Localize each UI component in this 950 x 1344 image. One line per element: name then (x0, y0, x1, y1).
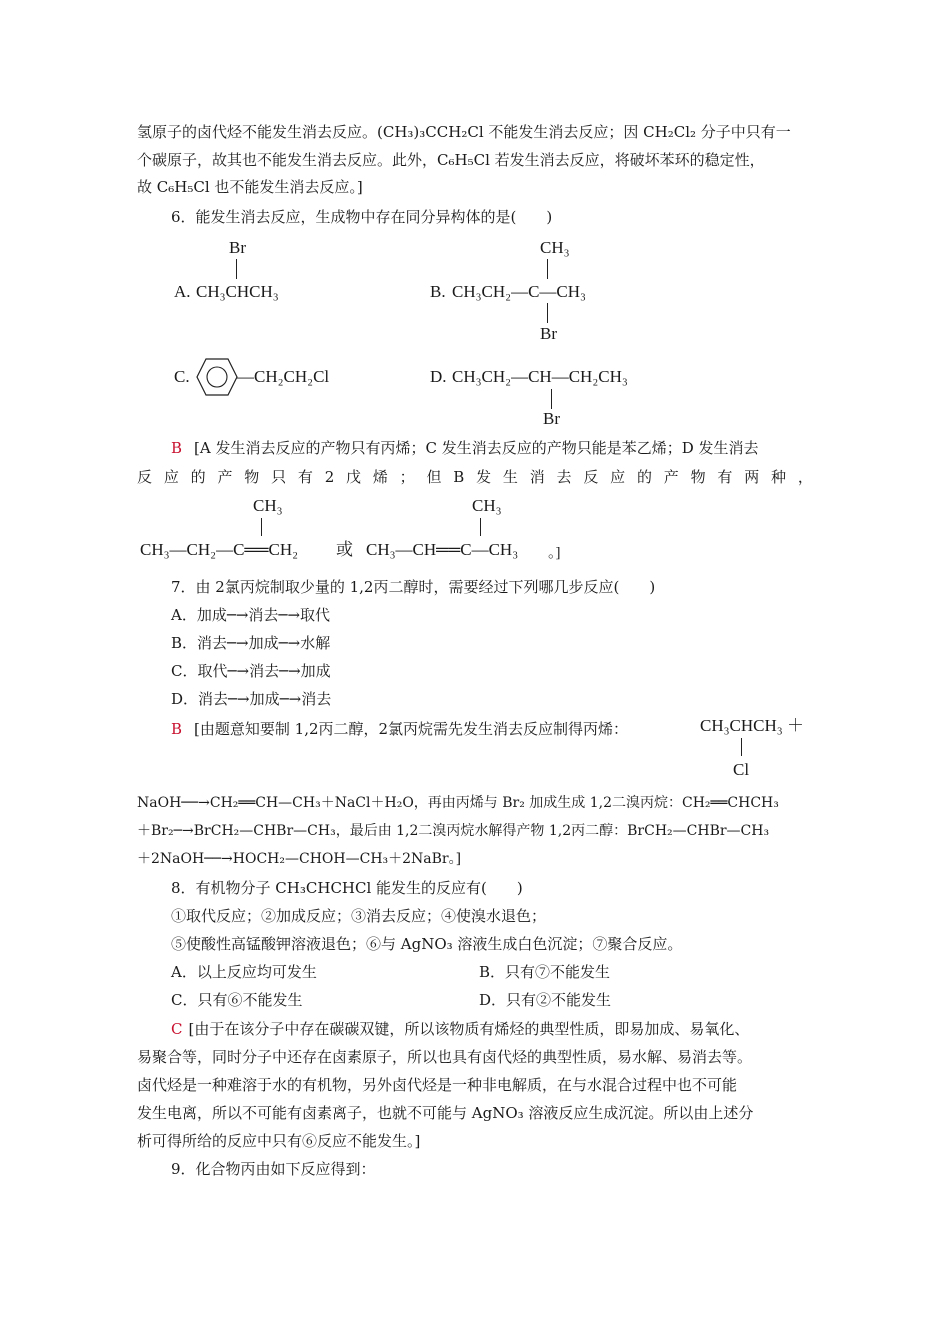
q6-d-bond-bottom (551, 389, 552, 409)
q7-exp-3: ＋Br₂─→BrCH₂—CHBr—CH₃，最后由 1,2二溴丙烷水解得产物 1,2丙二醇：BrCH₂—CHBr—CH₃ (137, 823, 770, 839)
q9-stem: 9．化合物丙由如下反应得到： (171, 1160, 376, 1178)
q6-a-label: A. (174, 282, 191, 301)
q7-stem: 7．由 2氯丙烷制取少量的 1,2丙二醇时，需要经过下列哪几步反应( ) (171, 578, 656, 596)
q6-prod1-bond (261, 518, 262, 536)
q8-exp-5: 析可得所给的反应中只有⑥反应不能发生。] (137, 1132, 421, 1150)
intro-line-1: 氢原子的卤代烃不能发生消去反应。(CH₃)₃CCH₂Cl 不能发生消去反应；因 CH₂Cl₂ 分子中只有一 (137, 123, 791, 141)
q6-end: 。] (548, 545, 561, 561)
q6-exp-2-char: 物 (244, 468, 260, 486)
q8-exp-3: 卤代烃是一种难溶于水的有机物，另外卤代烃是一种非电解质，在与水混合过程中也不可能 (137, 1076, 738, 1094)
q7-answer: B (171, 720, 183, 738)
q8-items-2: ⑤使酸性高锰酸钾溶液退色；⑥与 AgNO₃ 溶液生成白色沉淀；⑦聚合反应。 (171, 935, 683, 953)
q8-option-a: A．以上反应均可发生 (171, 963, 317, 981)
q8-exp-2: 易聚合等，同时分子中还存在卤素原子，所以也具有卤代烃的典型性质，易水解、易消去等。 (137, 1048, 753, 1066)
q8-option-c: C．只有⑥不能发生 (171, 991, 303, 1009)
q8-option-d: D．只有②不能发生 (479, 991, 612, 1009)
q8-answer: C (171, 1020, 183, 1038)
q6-prod1-top: CH₃ (253, 496, 283, 515)
intro-line-3: 故 C₆H₅Cl 也不能发生消去反应。] (137, 178, 363, 196)
q8-option-b: B．只有⑦不能发生 (479, 963, 611, 981)
q6-exp-2-char: 戊 (346, 468, 362, 486)
q6-a-formula: CH₃CHCH₃ (196, 282, 279, 301)
q7-option-a: A．加成─→消去─→取代 (171, 606, 331, 624)
q6-exp-2-char: 产 (663, 468, 679, 486)
q6-a-br: Br (229, 238, 246, 257)
q6-b-bond-bottom (547, 303, 548, 323)
q7-option-d: D．消去─→加成─→消去 (171, 690, 332, 708)
q6-prod1: CH₃—CH₂—C══CH₂ (140, 540, 299, 559)
q7-explanation-line-1 (171, 718, 628, 740)
q8-explanation-line-1 (171, 1018, 749, 1040)
q7-formula-bond (741, 738, 742, 756)
q6-exp-1: [A 发生消去反应的产物只有丙烯；C 发生消去反应的产物只能是苯乙烯；D 发生消去 (194, 439, 759, 457)
q6-or: 或 (336, 540, 353, 559)
q6-d-formula: CH₃CH₂—CH—CH₂CH₃ (452, 367, 628, 386)
q6-a-bond (236, 259, 237, 279)
q7-exp-2: NaOH──→CH₂══CH—CH₃＋NaCl＋H₂O，再由丙烯与 Br₂ 加成生成 1,2二溴丙烷：CH₂══CHCH₃ (137, 795, 779, 811)
q6-exp-2-char: 的 (636, 468, 652, 486)
benzene-ring-icon (195, 357, 239, 397)
q6-b-formula: CH₃CH₂—C—CH₃ (452, 282, 586, 301)
q6-stem: 6．能发生消去反应，生成物中存在同分异构体的是( ) (171, 208, 553, 226)
q6-b-bond-top (547, 259, 548, 279)
q6-exp-2-char: 只 (271, 468, 287, 486)
q6-exp-2-char: ； (399, 468, 415, 486)
q6-explanation-line-2 (137, 466, 813, 488)
q6-exp-2-char: 两 (744, 468, 760, 486)
q8-exp-4: 发生电离，所以不可能有卤素离子，也就不可能与 AgNO₃ 溶液反应生成沉淀。所以由上述分 (137, 1104, 754, 1122)
q7-formula: CH₃CHCH₃ ＋ (700, 716, 804, 735)
q6-c-label: C. (174, 367, 190, 386)
q6-exp-2-char: 有 (297, 468, 313, 486)
q6-exp-2-char: 反 (137, 468, 153, 486)
q7-option-c: C．取代─→消去─→加成 (171, 662, 331, 680)
q6-exp-2-char: 但 (426, 468, 442, 486)
q6-exp-2-char: 应 (610, 468, 626, 486)
q6-b-bottom: Br (540, 324, 557, 343)
q8-stem: 8．有机物分子 CH₃CHCHCl 能发生的反应有( ) (171, 879, 523, 897)
q6-exp-2-char: 去 (556, 468, 572, 486)
q6-exp-2-char: 有 (717, 468, 733, 486)
q7-option-b: B．消去─→加成─→水解 (171, 634, 331, 652)
q6-exp-2-char: 2 (324, 468, 335, 486)
q8-exp-1: [由于在该分子中存在碳碳双键，所以该物质有烯烃的典型性质，即易加成、易氧化、 (188, 1020, 750, 1038)
q6-explanation-line-1 (171, 437, 759, 459)
q7-exp-1: [由题意知要制 1,2丙二醇，2氯丙烷需先发生消去反应制得丙烯： (194, 720, 629, 738)
intro-line-2: 个碳原子，故其也不能发生消去反应。此外，C₆H₅Cl 若发生消去反应，将破坏苯环的稳定性， (137, 151, 765, 169)
q6-b-top: CH₃ (540, 238, 570, 257)
q6-b-label: B. (430, 282, 446, 301)
q6-prod2: CH₃—CH══C—CH₃ (366, 540, 519, 559)
q6-c-formula: —CH₂CH₂Cl (237, 367, 330, 386)
q7-exp-4: ＋2NaOH──→HOCH₂—CHOH—CH₃＋2NaBr。] (137, 851, 462, 867)
q6-exp-2-char: 消 (529, 468, 545, 486)
q6-exp-2-char: 反 (583, 468, 599, 486)
q8-items-1: ①取代反应；②加成反应；③消去反应；④使溴水退色； (171, 907, 547, 925)
q6-prod2-top: CH₃ (472, 496, 502, 515)
q6-exp-2-char: 的 (190, 468, 206, 486)
q6-exp-2-char: ， (797, 468, 813, 486)
q6-d-label: D. (430, 367, 447, 386)
q6-exp-2-char: 烯 (372, 468, 388, 486)
q6-exp-2-char: 种 (771, 468, 787, 486)
q6-exp-2-char: 发 (476, 468, 492, 486)
q6-prod2-bond (480, 518, 481, 536)
q6-d-bottom: Br (543, 409, 560, 428)
q7-formula-cl: Cl (733, 760, 750, 779)
q6-exp-2-char: 生 (502, 468, 518, 486)
q6-exp-2-char: B (453, 468, 465, 486)
q6-answer: B (171, 439, 183, 457)
q6-exp-2-char: 应 (163, 468, 179, 486)
q6-exp-2-char: 物 (690, 468, 706, 486)
q6-exp-2-char: 产 (217, 468, 233, 486)
